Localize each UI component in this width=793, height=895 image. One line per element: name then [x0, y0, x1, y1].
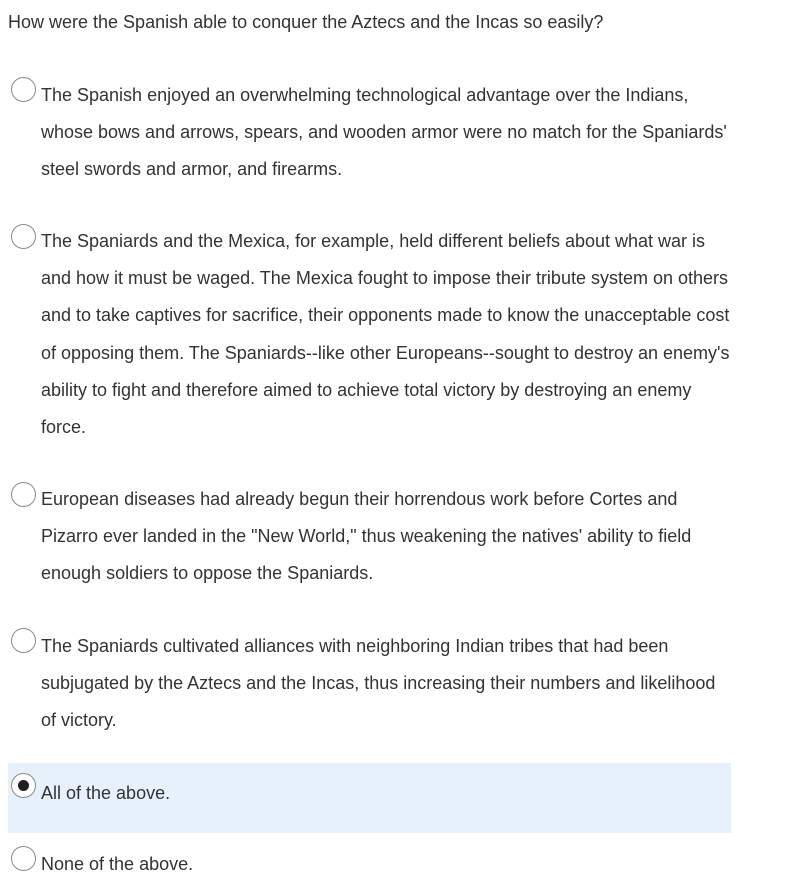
option-3-text: European diseases had already begun their horrendous work before Cortes and Pizarro ever landed in the "New World," thus weakening the natives' ability to field enough soldiers to oppose the Spaniards. [41, 489, 692, 584]
option-2-text: The Spaniards and the Mexica, for example, held different beliefs about what war is and how it must be waged. The Mexica fought to impose their tribute system on others and to take captives for sacrifice, their opponents made to know the unacceptable cost of opposing them. The Spaniards--like other Europeans--sought to destroy an enemy's ability to fight and therefore aimed to achieve total victory by destroying an enemy force. [41, 231, 730, 438]
answer-option-6[interactable] [8, 834, 731, 895]
option-4-text: The Spaniards cultivated alliances with neighboring Indian tribes that had been subjugated by the Aztecs and the Incas, thus increasing their numbers and likelihood of victory. [41, 636, 716, 731]
answer-option-1[interactable] [8, 70, 731, 190]
answer-option-2[interactable] [8, 217, 731, 448]
option-5-text: All of the above. [41, 783, 171, 803]
option-1-text: The Spanish enjoyed an overwhelming technological advantage over the Indians, whose bows and arrows, spears, and wooden armor were no match for the Spaniards' steel swords and armor, and firearms. [41, 85, 727, 180]
answer-option-5[interactable] [8, 763, 731, 833]
radio-button-option-6[interactable] [11, 846, 36, 871]
radio-button-option-1[interactable] [11, 77, 36, 102]
radio-button-option-5[interactable] [11, 773, 36, 798]
radio-button-option-3[interactable] [11, 482, 36, 507]
option-6-text: None of the above. [41, 854, 194, 874]
answer-option-3[interactable] [8, 475, 731, 595]
question-text: How were the Spanish able to conquer the Aztecs and the Incas so easily? [8, 12, 604, 32]
radio-button-option-2[interactable] [11, 224, 36, 249]
answer-option-4[interactable] [8, 622, 731, 742]
radio-button-option-4[interactable] [11, 628, 36, 653]
